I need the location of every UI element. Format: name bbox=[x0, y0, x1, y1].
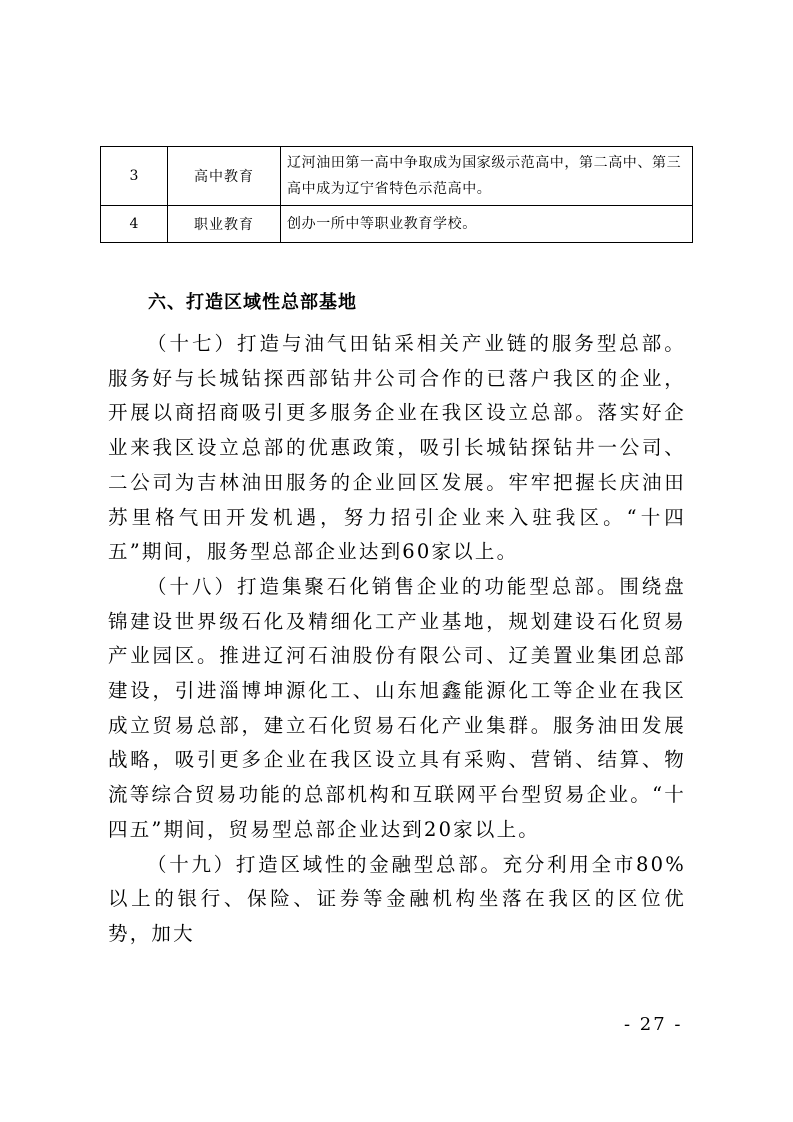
row-number: 3 bbox=[101, 147, 168, 206]
paragraph bbox=[108, 570, 686, 848]
row-number: 4 bbox=[101, 206, 168, 243]
section-heading: 六、打造区域性总部基地 bbox=[148, 292, 357, 313]
body-text bbox=[108, 327, 686, 952]
row-description: 辽河油田第一高中争取成为国家级示范高中，第二高中、第三高中成为辽宁省特色示范高中。 bbox=[281, 147, 693, 206]
paragraph-lead: （十七）打造与油气田钻采相关产业链的服务型总部。 bbox=[147, 332, 686, 355]
row-category: 职业教育 bbox=[168, 206, 281, 243]
education-table bbox=[100, 146, 693, 243]
paragraph-text: 服务好与长城钻探西部钻井公司合作的已落户我区的企业，开展以商招商吸引更多服务企业在我区设立总部。落实好企业来我区设立总部的优惠政策，吸引长城钻探钻井一公司、二公司为吉林油田服务的企业回区发展。牢牢把握长庆油田苏里格气田开发机遇，努力招引企业来入驻我区。“十四五”期间，服务型总部企业达到60家以上。 bbox=[108, 366, 686, 564]
paragraph bbox=[108, 848, 686, 952]
paragraph-lead: （十九）打造区域性的金融型总部。 bbox=[147, 852, 503, 876]
row-category: 高中教育 bbox=[168, 147, 281, 206]
paragraph-text: 充分利用全市80%以上的银行、保险、证券等金融机构坐落在我区的区位优势，加大 bbox=[108, 852, 686, 945]
table-row bbox=[101, 147, 693, 206]
paragraph bbox=[108, 327, 686, 570]
row-description: 创办一所中等职业教育学校。 bbox=[281, 206, 693, 243]
page-number: - 27 - bbox=[624, 1014, 683, 1035]
paragraph-text: 围绕盘锦建设世界级石化及精细化工产业基地，规划建设石化贸易产业园区。推进辽河石油股份有限公司、辽美置业集团总部建设，引进淄博坤源化工、山东旭鑫能源化工等企业在我区成立贸易总部，建立石化贸易石化产业集群。服务油田发展战略，吸引更多企业在我区设立具有采购、营销、结算、物流等综合贸易功能的总部机构和互联网平台型贸易企业。“十四五”期间，贸易型总部企业达到20家以上。 bbox=[108, 574, 686, 841]
table-row bbox=[101, 206, 693, 243]
paragraph-lead: （十八）打造集聚石化销售企业的功能型总部。 bbox=[147, 574, 620, 598]
